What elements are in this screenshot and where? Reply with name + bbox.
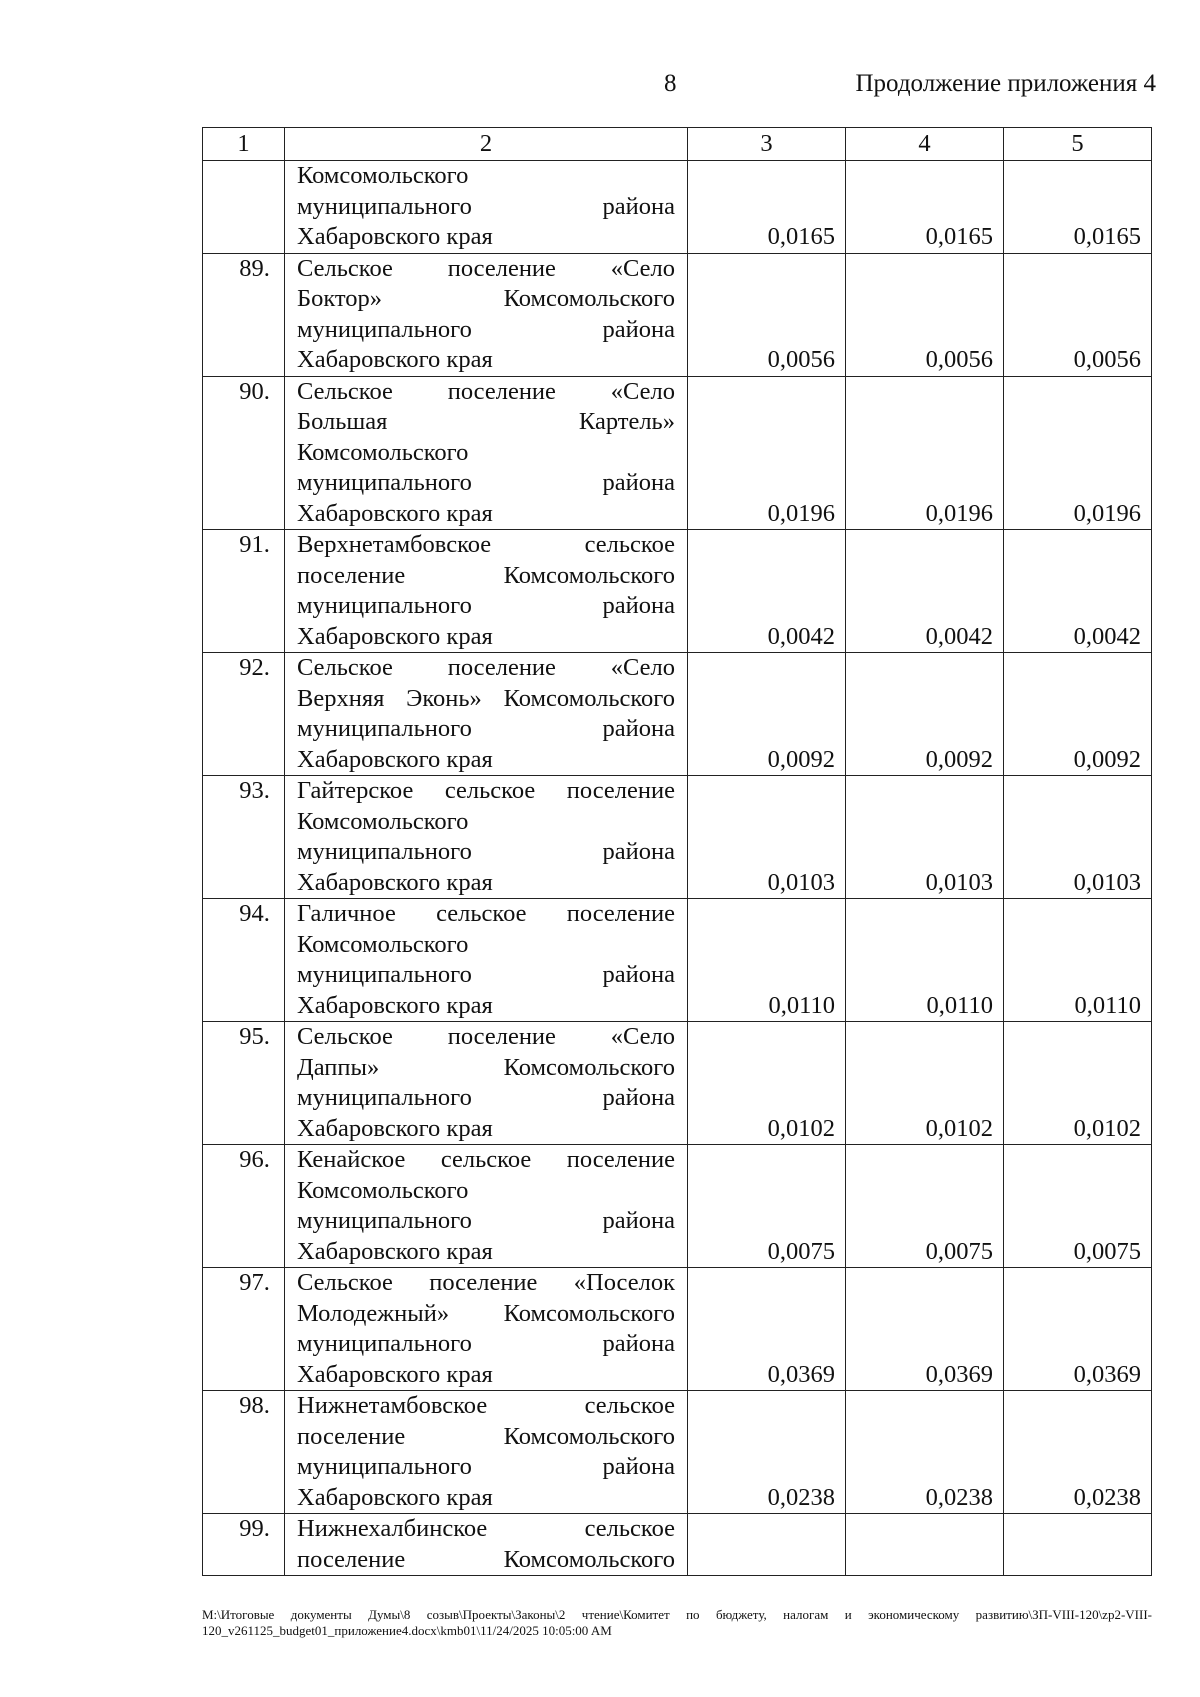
- municipality-name-line: Хабаровского края: [297, 868, 493, 896]
- municipality-name: [285, 1022, 688, 1145]
- table-row: [203, 776, 1152, 899]
- municipality-name-line: Кенайское сельское поселение: [297, 1146, 675, 1173]
- value-column-3: 0,0042: [688, 530, 846, 653]
- municipality-name-line: поселение Комсомольского: [297, 561, 675, 589]
- value-column-3: 0,0165: [688, 161, 846, 254]
- value-column-4: [846, 1514, 1004, 1576]
- value-column-5: 0,0165: [1004, 161, 1152, 254]
- value-column-4: 0,0102: [846, 1022, 1004, 1145]
- municipality-name-line: муниципального района: [297, 315, 675, 343]
- row-number: 90.: [203, 376, 285, 530]
- table-row: [203, 1268, 1152, 1391]
- value-column-5: 0,0196: [1004, 376, 1152, 530]
- value-column-4: 0,0165: [846, 161, 1004, 254]
- municipality-name-line: Комсомольского: [297, 162, 469, 189]
- appendix-table: [202, 127, 1152, 1576]
- municipality-name: [285, 899, 688, 1022]
- value-column-4: 0,0075: [846, 1145, 1004, 1268]
- municipality-name-line: муниципального района: [297, 961, 675, 988]
- row-number: 89.: [203, 253, 285, 376]
- column-header: 2: [285, 128, 688, 161]
- municipality-name-line: Гайтерское сельское поселение: [297, 777, 675, 804]
- municipality-name-line: Сельское поселение «Село: [297, 254, 675, 282]
- municipality-name: [285, 776, 688, 899]
- value-column-5: 0,0238: [1004, 1391, 1152, 1514]
- column-header: 1: [203, 128, 285, 161]
- municipality-name-line: Сельское поселение «Село: [297, 1023, 675, 1050]
- table-row: [203, 1514, 1152, 1576]
- municipality-name-line: Нижнехалбинское сельское: [297, 1515, 675, 1542]
- value-column-3: 0,0056: [688, 253, 846, 376]
- municipality-name-line: муниципального района: [297, 1330, 675, 1357]
- municipality-name-line: муниципального района: [297, 592, 675, 619]
- value-column-5: 0,0102: [1004, 1022, 1152, 1145]
- municipality-name-line: Сельское поселение «Село: [297, 377, 675, 405]
- value-column-3: 0,0369: [688, 1268, 846, 1391]
- value-column-5: 0,0042: [1004, 530, 1152, 653]
- municipality-name-line: Даппы» Комсомольского: [297, 1053, 675, 1081]
- value-column-5: 0,0075: [1004, 1145, 1152, 1268]
- municipality-name: [285, 253, 688, 376]
- municipality-name-line: муниципального района: [297, 469, 675, 496]
- municipality-name: [285, 1268, 688, 1391]
- document-path-footer: M:\Итоговые документы Думы\8 созыв\Проекты\Законы\2 чтение\Комитет по бюджету, налогам и экономическому развитию\ЗП-VIII-120\zp2-VIII-120_v261125_budget01_приложение4.docx\kmb01\11/24/2025 10:05:00 AM: [202, 1607, 1152, 1638]
- municipality-name-line: муниципального района: [297, 192, 675, 220]
- value-column-3: 0,0075: [688, 1145, 846, 1268]
- municipality-name-line: Хабаровского края: [297, 745, 493, 773]
- value-column-3: 0,0103: [688, 776, 846, 899]
- table-row: [203, 653, 1152, 776]
- municipality-name-line: Комсомольского: [297, 807, 469, 835]
- row-number: 92.: [203, 653, 285, 776]
- municipality-name-line: Комсомольского: [297, 1176, 469, 1204]
- municipality-name: [285, 1514, 688, 1576]
- table-header-row: [203, 128, 1152, 161]
- municipality-name-line: Верхнетамбовское сельское: [297, 531, 675, 558]
- table-row: [203, 161, 1152, 254]
- municipality-name: [285, 1391, 688, 1514]
- value-column-3: 0,0238: [688, 1391, 846, 1514]
- municipality-name-line: Молодежный» Комсомольского: [297, 1299, 675, 1327]
- value-column-4: 0,0238: [846, 1391, 1004, 1514]
- municipality-name-line: муниципального района: [297, 715, 675, 742]
- appendix-continuation-title: Продолжение приложения 4: [855, 70, 1156, 97]
- municipality-name-line: Нижнетамбовское сельское: [297, 1392, 675, 1419]
- table-row: [203, 530, 1152, 653]
- municipality-name-line: Хабаровского края: [297, 1360, 493, 1388]
- value-column-4: 0,0110: [846, 899, 1004, 1022]
- table-row: [203, 253, 1152, 376]
- value-column-5: 0,0369: [1004, 1268, 1152, 1391]
- municipality-name-line: Верхняя Эконь» Комсомольского: [297, 684, 675, 712]
- municipality-name: [285, 376, 688, 530]
- value-column-3: 0,0110: [688, 899, 846, 1022]
- value-column-4: 0,0056: [846, 253, 1004, 376]
- row-number: 91.: [203, 530, 285, 653]
- municipality-name-line: Сельское поселение «Поселок: [297, 1269, 675, 1296]
- municipality-name-line: Сельское поселение «Село: [297, 654, 675, 681]
- page-number: 8: [664, 70, 677, 97]
- municipality-name-line: муниципального района: [297, 838, 675, 865]
- value-column-5: 0,0056: [1004, 253, 1152, 376]
- value-column-4: 0,0196: [846, 376, 1004, 530]
- table-row: [203, 899, 1152, 1022]
- table-row: [203, 1022, 1152, 1145]
- municipality-name-line: Хабаровского края: [297, 1114, 493, 1142]
- municipality-name-line: Хабаровского края: [297, 991, 493, 1019]
- table-row: [203, 1145, 1152, 1268]
- value-column-3: 0,0102: [688, 1022, 846, 1145]
- municipality-name-line: Комсомольского: [297, 930, 469, 958]
- municipality-name-line: муниципального района: [297, 1453, 675, 1480]
- municipality-name: [285, 530, 688, 653]
- row-number: 97.: [203, 1268, 285, 1391]
- row-number: 99.: [203, 1514, 285, 1576]
- value-column-3: 0,0196: [688, 376, 846, 530]
- municipality-name: [285, 161, 688, 254]
- value-column-3: 0,0092: [688, 653, 846, 776]
- row-number: 95.: [203, 1022, 285, 1145]
- value-column-4: 0,0092: [846, 653, 1004, 776]
- value-column-3: [688, 1514, 846, 1576]
- municipality-name-line: Большая Картель»: [297, 408, 675, 435]
- municipality-name: [285, 1145, 688, 1268]
- row-number: 96.: [203, 1145, 285, 1268]
- municipality-name-line: Хабаровского края: [297, 346, 493, 373]
- table-row: [203, 376, 1152, 530]
- value-column-5: [1004, 1514, 1152, 1576]
- municipality-name-line: Боктор» Комсомольского: [297, 285, 675, 312]
- municipality-name-line: муниципального района: [297, 1207, 675, 1234]
- municipality-name-line: Хабаровского края: [297, 499, 493, 527]
- value-column-5: 0,0103: [1004, 776, 1152, 899]
- column-header: 3: [688, 128, 846, 161]
- municipality-name-line: поселение Комсомольского: [297, 1422, 675, 1450]
- municipality-name-line: муниципального района: [297, 1084, 675, 1111]
- table-row: [203, 1391, 1152, 1514]
- row-number: 94.: [203, 899, 285, 1022]
- municipality-name: [285, 653, 688, 776]
- value-column-5: 0,0110: [1004, 899, 1152, 1022]
- municipality-name-line: Комсомольского: [297, 438, 469, 466]
- column-header: 4: [846, 128, 1004, 161]
- municipality-name-line: Хабаровского края: [297, 223, 493, 250]
- row-number: 98.: [203, 1391, 285, 1514]
- column-header: 5: [1004, 128, 1152, 161]
- value-column-5: 0,0092: [1004, 653, 1152, 776]
- municipality-name-line: поселение Комсомольского: [297, 1545, 675, 1573]
- municipality-name-line: Галичное сельское поселение: [297, 900, 675, 927]
- row-number: [203, 161, 285, 254]
- row-number: 93.: [203, 776, 285, 899]
- value-column-4: 0,0369: [846, 1268, 1004, 1391]
- municipality-name-line: Хабаровского края: [297, 1237, 493, 1265]
- municipality-name-line: Хабаровского края: [297, 1483, 493, 1511]
- value-column-4: 0,0042: [846, 530, 1004, 653]
- municipality-name-line: Хабаровского края: [297, 622, 493, 650]
- value-column-4: 0,0103: [846, 776, 1004, 899]
